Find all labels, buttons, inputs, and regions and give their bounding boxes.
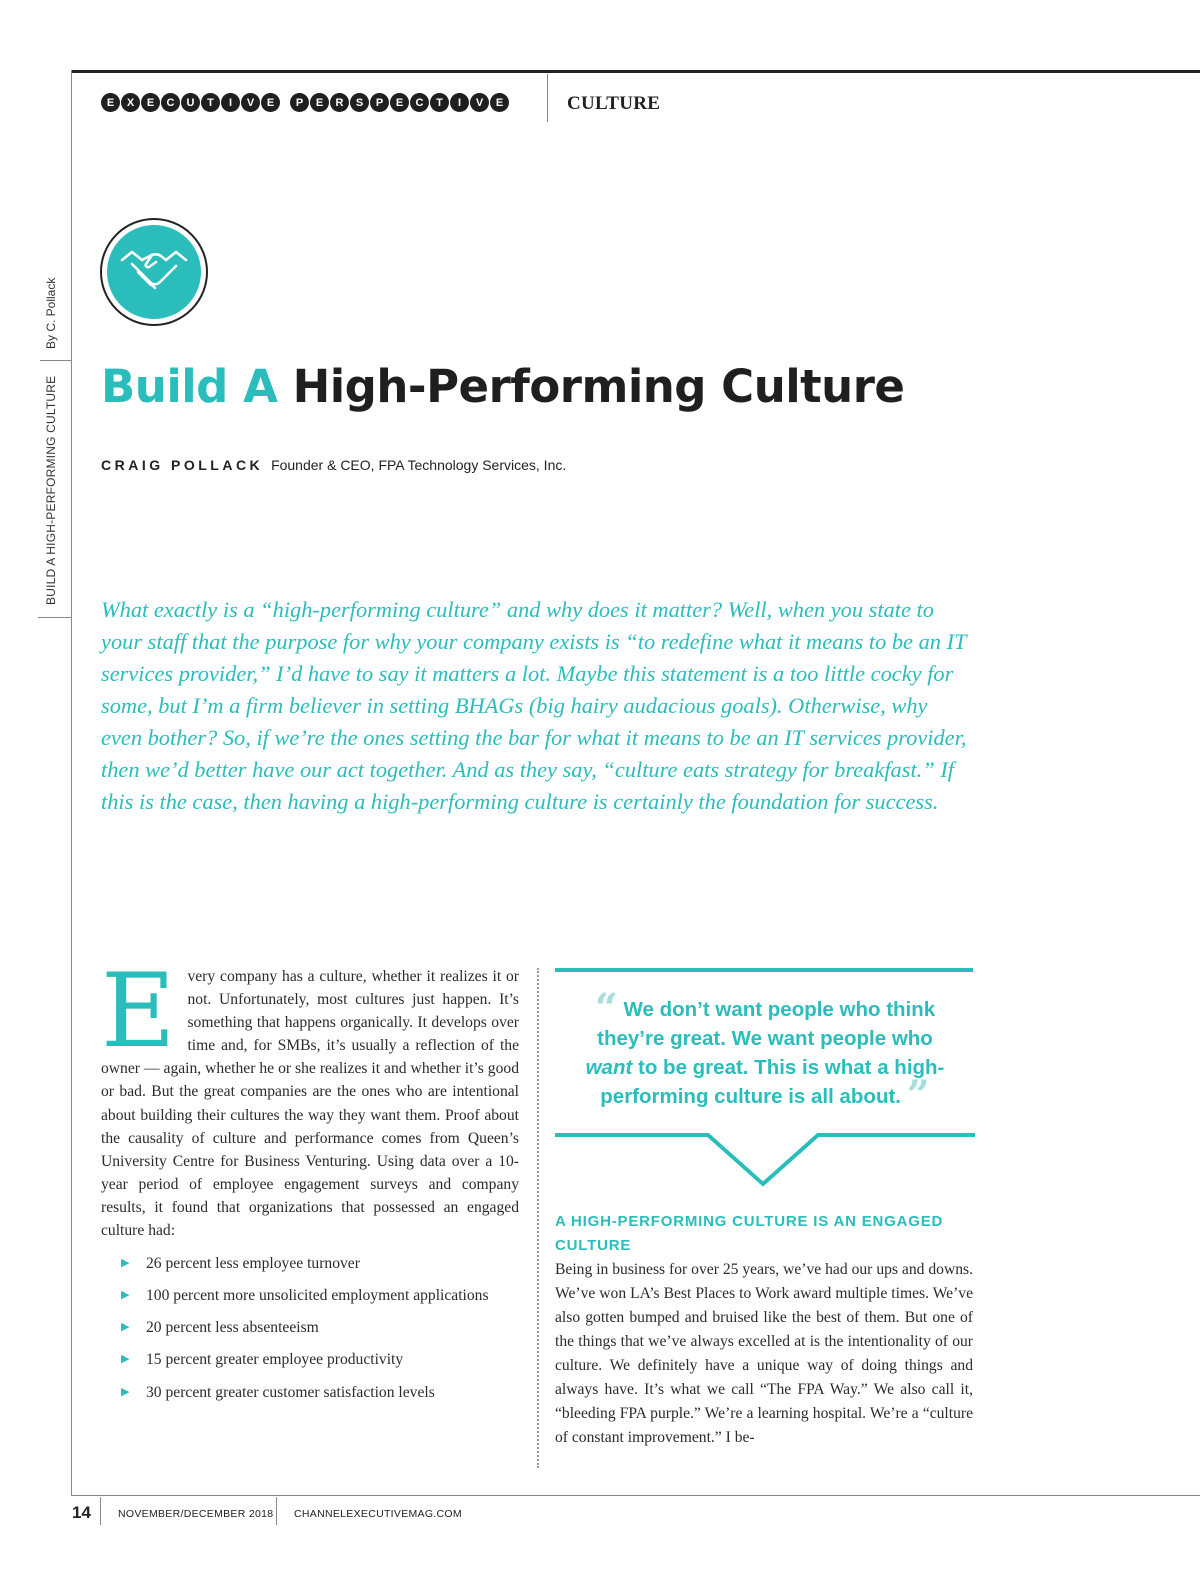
website: CHANNELEXECUTIVEMAG.COM — [294, 1508, 462, 1520]
handshake-badge — [100, 218, 208, 326]
kicker-letter: X — [121, 93, 140, 112]
kicker-letter: C — [410, 93, 429, 112]
open-quote-icon: “ — [594, 985, 618, 1032]
kicker-letter: T — [430, 93, 449, 112]
side-divider — [40, 360, 72, 361]
side-byline: By C. Pollack — [44, 277, 58, 349]
stats-list — [101, 1252, 519, 1403]
pullquote-emphasis: want — [585, 1056, 633, 1079]
side-running-title: BUILD A HIGH-PERFORMING CULTURE — [44, 375, 58, 605]
kicker-letter: E — [490, 93, 509, 112]
column-divider — [537, 968, 539, 1468]
body-column-right: Being in business for over 25 years, we’ve had our ups and downs. We’ve won LA’s Best Places to Work award multiple times. We’ve also gotten bumped and bruised like the best of them. But one of the things that we’ve always excelled at is the intentionality of our culture. We definitely have a unique way of doing things and always have. It’s what we call “The FPA Way.” We also call it, “bleeding FPA purple.” We’re a learning hospital. We’re a “culture of constant improvement.” I be- — [555, 1261, 973, 1446]
list-item-text: 20 percent less absenteeism — [146, 1319, 319, 1337]
kicker-letter: S — [350, 93, 369, 112]
bullet-arrow-icon: ▶ — [121, 1257, 130, 1270]
kicker-letter: I — [221, 93, 240, 112]
bullet-arrow-icon: ▶ — [121, 1385, 130, 1398]
article-title-accent: Build A — [101, 360, 278, 413]
left-margin-rule — [71, 70, 72, 1496]
kicker-letter: P — [370, 93, 389, 112]
kicker-letter: I — [450, 93, 469, 112]
kicker-word — [101, 93, 280, 112]
side-divider — [38, 617, 72, 618]
article-title — [101, 360, 904, 413]
pullquote-text-2: to be great. This is what a high-performing culture is all about. — [600, 1056, 945, 1108]
footer-divider — [100, 1497, 101, 1525]
kicker-letter: E — [141, 93, 160, 112]
kicker-word — [290, 93, 509, 112]
kicker-letter: P — [290, 93, 309, 112]
author-line — [101, 457, 566, 473]
footer-divider — [276, 1497, 277, 1525]
author-role: Founder & CEO, FPA Technology Services, Inc. — [271, 457, 567, 473]
list-item-text: 15 percent greater employee productivity — [146, 1351, 404, 1369]
list-item — [121, 1381, 519, 1404]
bullet-arrow-icon: ▶ — [121, 1353, 130, 1366]
list-item-text: 26 percent less employee turnover — [146, 1255, 360, 1273]
top-rule — [72, 70, 1200, 73]
kicker-letter: E — [390, 93, 409, 112]
bullet-arrow-icon: ▶ — [121, 1321, 130, 1334]
drop-cap: E — [101, 952, 176, 1071]
pullquote — [575, 985, 955, 1119]
close-quote-icon: ” — [906, 1072, 930, 1119]
section-subhead: A HIGH-PERFORMING CULTURE IS AN ENGAGED CULTURE — [555, 1213, 944, 1254]
kicker-letter: C — [161, 93, 180, 112]
kicker-letter: V — [470, 93, 489, 112]
footer-rule — [71, 1495, 1200, 1496]
bullet-arrow-icon: ▶ — [121, 1289, 130, 1302]
kicker — [101, 93, 509, 112]
intro-paragraph: What exactly is a “high-performing culture” and why does it matter? Well, when you state to your staff that the purpose for why your company exists is “to redefine what it means to be an IT services provider,” I’d have to say it matters a lot. Maybe this statement is a too little cocky for some, but I’m a firm believer in setting BHAGs (big hairy audacious goals). Otherwise, why even bother? So, if we’re the ones setting the bar for what it means to be an IT services provider, then we’d better have our act together. And as they say, “culture eats strategy for breakfast.” If this is the case, then having a high-performing culture is certainly the foundation for success. — [101, 597, 967, 814]
list-item — [121, 1252, 519, 1275]
section-label: CULTURE — [567, 93, 661, 114]
body-paragraph: very company has a culture, whether it realizes it or not. Unfortunately, most cultures just happen. It’s something that happens organically. It develops over time and, for SMBs, it’s usually a reflection of the owner — again, whether he or she realizes it and whether it’s good or bad. But the great companies are the ones who are intentional about building their cultures the way they want them. Proof about the causality of culture and performance comes from Queen’s University Centre for Business Venturing. Using data over a 10-year period of employee engagement surveys and company results, it found that organizations that possessed an engaged culture had: — [101, 968, 519, 1240]
kicker-letter: E — [310, 93, 329, 112]
pullquote-bottom-rule — [555, 1128, 975, 1192]
issue-date: NOVEMBER/DECEMBER 2018 — [118, 1508, 274, 1520]
pullquote-text-1: We don’t want people who think they’re great. We want people who — [597, 998, 936, 1050]
kicker-letter: E — [261, 93, 280, 112]
list-item — [121, 1348, 519, 1371]
body-column-left — [101, 952, 519, 1413]
kicker-letter: T — [201, 93, 220, 112]
kicker-letter: E — [101, 93, 120, 112]
article-title-main: High-Performing Culture — [292, 360, 905, 413]
list-item-text: 100 percent more unsolicited employment applications — [146, 1287, 489, 1305]
author-name: CRAIG POLLACK — [101, 457, 264, 473]
header-divider — [547, 74, 548, 122]
list-item — [121, 1284, 519, 1307]
pullquote-top-rule — [555, 968, 973, 972]
kicker-letter: V — [241, 93, 260, 112]
kicker-letter: R — [330, 93, 349, 112]
list-item-text: 30 percent greater customer satisfaction levels — [146, 1383, 435, 1401]
kicker-letter: U — [181, 93, 200, 112]
handshake-icon — [107, 225, 201, 319]
list-item — [121, 1316, 519, 1339]
page-number: 14 — [72, 1503, 91, 1522]
